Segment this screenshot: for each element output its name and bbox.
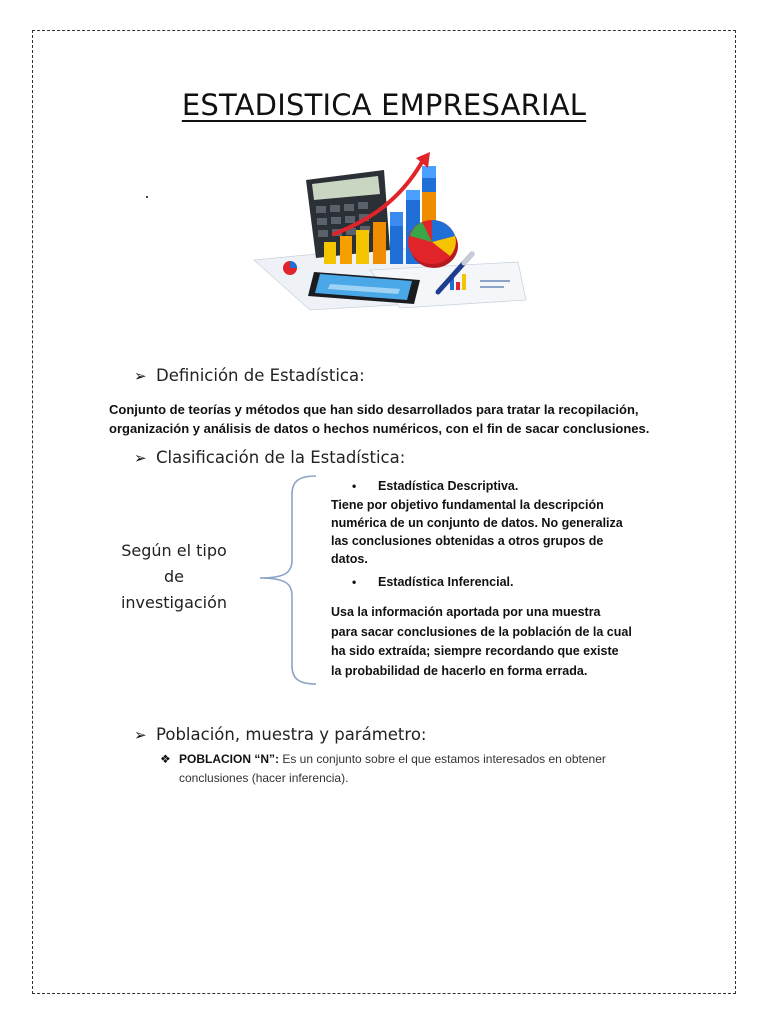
heading-clasificacion	[134, 448, 405, 467]
diamond-bullet-icon: ❖	[160, 752, 171, 766]
descriptiva-title-text: Estadística Descriptiva.	[378, 479, 519, 493]
arrow-bullet-icon: ➢	[134, 367, 147, 385]
definicion-line: organización y análisis de datos o hechos numéricos, con el fin de sacar conclusiones.	[109, 421, 650, 436]
inferencial-line: para sacar conclusiones de la población de la cual	[331, 624, 632, 639]
page-title	[0, 88, 768, 122]
descriptiva-line: numérica de un conjunto de datos. No generaliza	[331, 516, 623, 530]
classification-side-label	[108, 538, 240, 616]
descriptiva-title	[352, 479, 518, 493]
stray-dot	[146, 196, 148, 198]
descriptiva-line: datos.	[331, 552, 368, 566]
descriptiva-paragraph	[331, 496, 661, 568]
poblacion-line	[160, 750, 680, 769]
side-label-line: de	[164, 567, 184, 586]
dot-bullet-icon: •	[352, 479, 357, 493]
poblacion-line: conclusiones (hacer inferencia).	[179, 771, 349, 785]
definicion-line: Conjunto de teorías y métodos que han sido desarrollados para tratar la recopilación,	[109, 402, 639, 417]
page-title-text: ESTADISTICA EMPRESARIAL	[181, 88, 587, 122]
curly-brace-icon	[256, 474, 320, 686]
definicion-paragraph	[109, 400, 669, 438]
side-label-line: Según el tipo	[121, 541, 227, 560]
heading-poblacion	[134, 725, 426, 744]
descriptiva-line: las conclusiones obtenidas a otros grupos de	[331, 534, 604, 548]
heading-definicion-text: Definición de Estadística:	[156, 366, 365, 385]
inferencial-title	[352, 575, 513, 589]
arrow-bullet-icon: ➢	[134, 449, 147, 467]
side-label-line: investigación	[120, 593, 228, 612]
inferencial-title-text: Estadística Inferencial.	[378, 575, 514, 589]
inferencial-line: la probabilidad de hacerlo en forma errada.	[331, 663, 588, 678]
arrow-bullet-icon: ➢	[134, 726, 147, 744]
heading-clasificacion-text: Clasificación de la Estadística:	[156, 448, 406, 467]
inferencial-line: ha sido extraída; siempre recordando que existe	[331, 644, 619, 658]
dot-bullet-icon: •	[352, 575, 357, 589]
poblacion-definition	[160, 750, 680, 788]
heading-poblacion-text: Población, muestra y parámetro:	[156, 725, 427, 744]
heading-definicion	[134, 366, 365, 385]
inferencial-paragraph	[331, 603, 661, 681]
finance-statistics-illustration	[250, 150, 530, 312]
poblacion-term: POBLACION “N”:	[179, 752, 279, 766]
poblacion-definition-text: Es un conjunto sobre el que estamos interesados en obtener	[279, 752, 606, 766]
descriptiva-line: Tiene por objetivo fundamental la descripción	[331, 498, 604, 512]
inferencial-line: Usa la información aportada por una muestra	[331, 605, 601, 619]
